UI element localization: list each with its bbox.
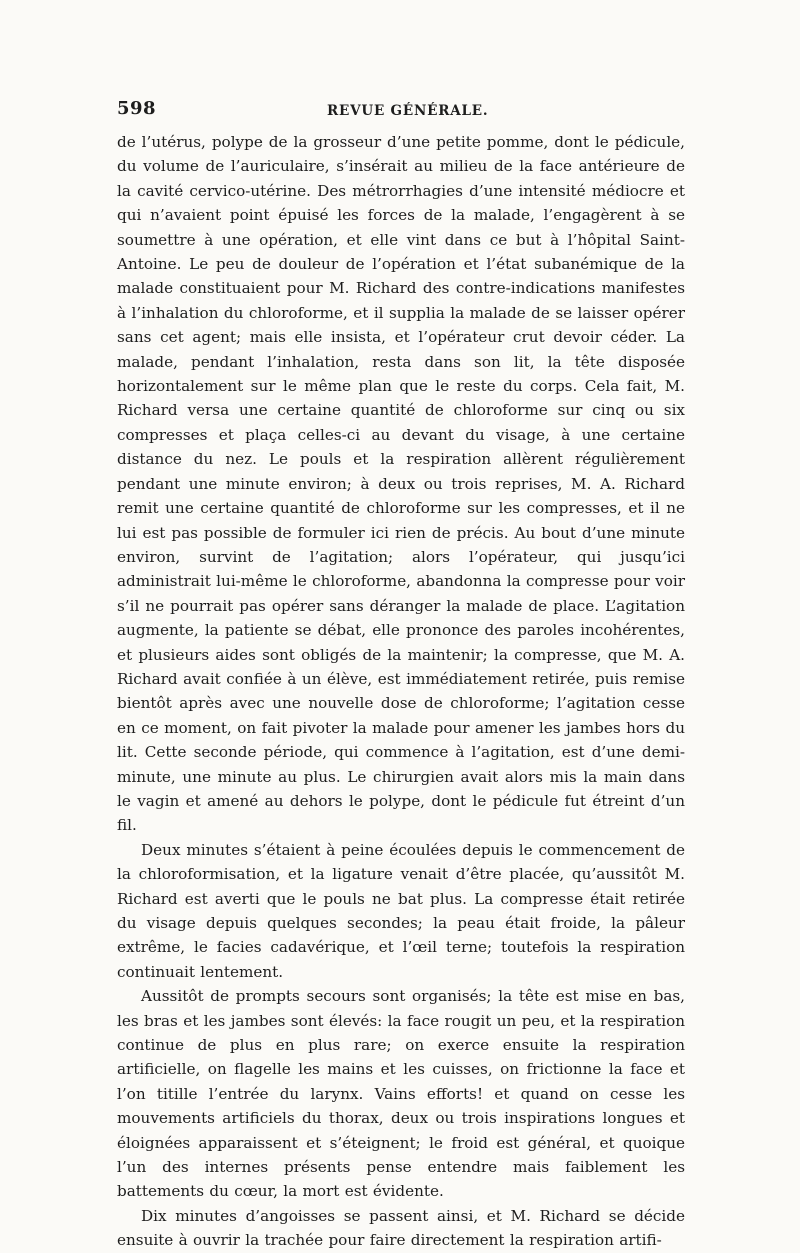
- page-header: [117, 98, 685, 124]
- paragraph: Dix minutes d’angoisses se passent ainsi, et M. Richard se décide ensuite à ouvrir la trachée pour faire directement la respiration artifi-: [117, 1206, 685, 1250]
- paragraph: Deux minutes s’étaient à peine écoulées depuis le commencement de la chloroformisation, et la ligature venait d’être placée, qu’aussitôt M. Richard est averti que le pouls ne bat plus. La compresse était retirée du visage depuis quelques secondes; la peau était froide, la pâleur extrême, le facies cadavérique, et l’œil terne; toutefois la respiration continuait lentement.: [117, 840, 685, 981]
- running-title: REVUE GÉNÉRALE.: [327, 103, 489, 119]
- paragraph: de l’utérus, polype de la grosseur d’une petite pomme, dont le pédicule, du volume de l’auriculaire, s’insérait au milieu de la face antérieure de la cavité cervico-utérine. Des métrorrhagies d’une intensité médiocre et qui n’avaient point épuisé les forces de la malade, l’engagèrent à se soumettre à une opération, et elle vint dans ce but à l’hôpital Saint-Antoine. Le peu de douleur de l’opération et l’état subanémique de la malade constituaient pour M. Richard des contre-indications manifestes à l’inhalation du chloroforme, et il supplia la malade de se laisser opérer sans cet agent; mais elle insista, et l’opérateur crut devoir céder. La malade, pendant l’inhalation, resta dans son lit, la tête disposée horizontalement sur le même plan que le reste du corps. Cela fait, M. Richard versa une certaine quantité de chloroforme sur cinq ou six compresses et plaça celles-ci au devant du visage, à une certaine distance du nez. Le pouls et la respiration allèrent régulièrement pendant une minute environ; à deux ou trois reprises, M. A. Richard remit une certaine quantité de chloroforme sur les compresses, et il ne lui est pas possible de formuler ici rien de précis. Au bout d’une minute environ, survint de l’agitation; alors l’opérateur, qui jusqu’ici administrait lui-même le chloroforme, abandonna la compresse pour voir s’il ne pourrait pas opérer sans déranger la malade de place. L’agitation augmente, la patiente se débat, elle prononce des paroles incohérentes, et plusieurs aides sont obligés de la maintenir; la compresse, que M. A. Richard avait confiée à un élève, est immédiatement retirée, puis remise bientôt après avec une nouvelle dose de chloroforme; l’agitation cesse en ce moment, on fait pivoter la malade pour amener les jambes hors du lit. Cette seconde période, qui commence à l’agitation, est d’une demi-minute, une minute au plus. Le chirurgien avait alors mis la main dans le vagin et amené au dehors le polype, dont le pédicule fut étreint d’un fil.: [117, 133, 686, 835]
- body-text: [117, 130, 685, 1253]
- paragraph: Aussitôt de prompts secours sont organisés; la tête est mise en bas, les bras et les jambes sont élevés: la face rougit un peu, et la respiration continue de plus en plus rare; on exerce ensuite la respiration artificielle, on flagelle les mains et les cuisses, on frictionne la face et l’on titille l’entrée du larynx. Vains efforts! et quand on cesse les mouvements artificiels du thorax, deux ou trois inspirations longues et éloignées apparaissent et s’éteignent; le froid est général, et quoique l’un des internes présents pense entendre mais faiblement les battements du cœur, la mort est évidente.: [117, 987, 685, 1201]
- page-number: 598: [117, 98, 157, 119]
